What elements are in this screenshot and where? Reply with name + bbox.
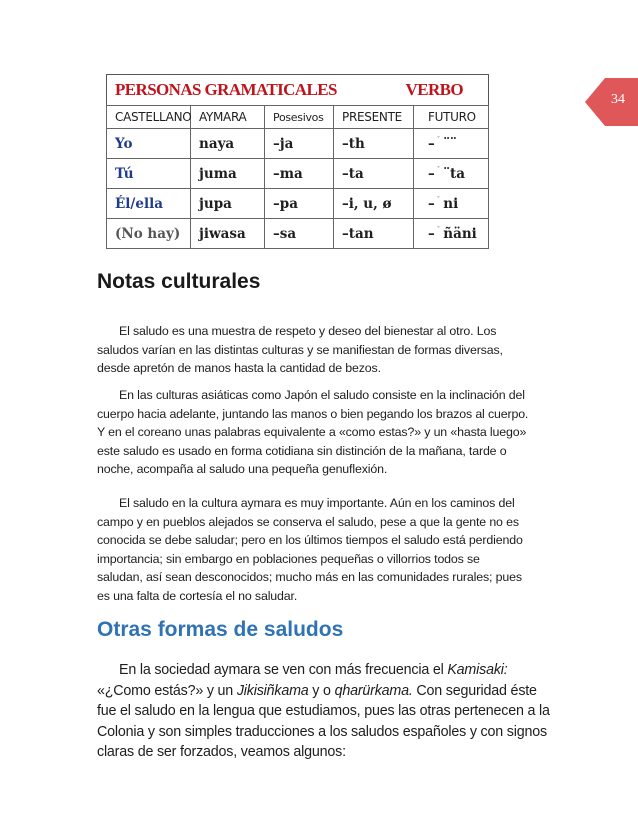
text-line: fue el saludo en la lengua que estudiamos, pues las otras pertenecen a la — [97, 703, 550, 719]
text-line: saludos varían en las distintas culturas y se manifiestan de formas diversas, — [97, 342, 503, 357]
page-number: 34 — [611, 92, 625, 107]
paragraph-otras-formas — [97, 660, 567, 763]
table-title-verbo: VERBO — [334, 75, 489, 106]
cell-castellano: Él/ella — [107, 189, 191, 219]
section-heading-otras: Otras formas de saludos — [97, 618, 344, 641]
text-line: este saludo es usado en forma cotidiana sin distinción de la mañana, tarde o — [97, 443, 507, 458]
text-line: es una falta de cortesía el no saludar. — [97, 588, 298, 603]
cell-posesivos: –ma — [265, 159, 334, 189]
text-line: claras de ser forzados, veamos algunos: — [97, 744, 346, 760]
text-line: En la sociedad aymara se ven con más frecuencia el Kamisaki: — [119, 662, 508, 678]
grammar-table — [106, 74, 489, 249]
cell-presente: –i, u, ø — [334, 189, 414, 219]
cell-futuro: – $^ˇ$ ¨ta — [414, 159, 489, 189]
text-line: Colonia y son simples traducciones a los saludos españoles y con signos — [97, 723, 547, 740]
table-row — [107, 189, 489, 219]
text-line: En las culturas asiáticas como Japón el saludo consiste en la inclinación del — [119, 388, 525, 402]
cell-posesivos: –sa — [265, 219, 334, 249]
text-line: Y en el coreano unas palabras equivalente a «como estas?» y un «hasta luego» — [97, 425, 527, 439]
cell-posesivos: –pa — [265, 189, 334, 219]
column-header: AYMARA — [191, 106, 265, 129]
text-line: El saludo es una muestra de respeto y deseo del bienestar al otro. Los — [119, 324, 497, 338]
cell-futuro: – $^ˇ$ ni — [414, 189, 489, 219]
table-row — [107, 219, 489, 249]
table-title-row — [107, 75, 489, 106]
cell-futuro: – $^ˇ$ ¨¨ — [414, 129, 489, 159]
cell-castellano: Yo — [107, 129, 191, 159]
table-title-personas: PERSONAS GRAMATICALES — [107, 75, 334, 106]
cell-aymara: juma — [191, 159, 265, 189]
table-row — [107, 129, 489, 159]
cell-posesivos: –ja — [265, 129, 334, 159]
column-header: FUTURO — [414, 106, 489, 129]
text-line: cuerpo hacia adelante, juntando las manos o bien pegando los brazos al cuerpo. — [97, 406, 529, 421]
table-header-row — [107, 106, 489, 129]
cell-presente: –tan — [334, 219, 414, 249]
paragraph-culturas-asiaticas — [97, 386, 537, 479]
cell-presente: –th — [334, 129, 414, 159]
column-header: CASTELLANO — [107, 106, 191, 129]
section-heading-notas: Notas culturales — [97, 270, 261, 293]
text-line: El saludo en la cultura aymara es muy importante. Aún en los caminos del — [119, 496, 515, 510]
cell-futuro: – $^ˇ$ ñäni — [414, 219, 489, 249]
cell-aymara: naya — [191, 129, 265, 159]
column-header: PRESENTE — [334, 106, 414, 129]
cell-aymara: jiwasa — [191, 219, 265, 249]
cell-presente: –ta — [334, 159, 414, 189]
table-row — [107, 159, 489, 189]
text-line: campo y en pueblos alejados se conserva el saludo, pese a que la gente no es — [97, 514, 519, 529]
text-line: conocida se debe saludar; pero en los últimos tiempos el saludo está perdiendo — [97, 533, 523, 547]
text-line: noche, acompaña al saludo una pequeña genuflexión. — [97, 462, 388, 476]
cell-aymara: jupa — [191, 189, 265, 219]
cell-castellano: (No hay) — [107, 219, 191, 249]
paragraph-cultura-aymara — [97, 494, 537, 605]
column-header: Posesivos — [265, 106, 334, 129]
text-line: desde apretón de manos hasta la cantidad de bezos. — [97, 361, 381, 375]
text-line: saludan, así sean desconocidos; mucho más en las comunidades rurales; pues — [97, 570, 522, 584]
text-line: importancia; sin embargo en poblaciones pequeñas o villorrios todos se — [97, 551, 480, 566]
text-line: «¿Como estás?» y un Jikisiñkama y o qharürkama. Con seguridad éste — [97, 682, 537, 699]
cell-castellano: Tú — [107, 159, 191, 189]
paragraph-saludo-respeto — [97, 322, 537, 378]
